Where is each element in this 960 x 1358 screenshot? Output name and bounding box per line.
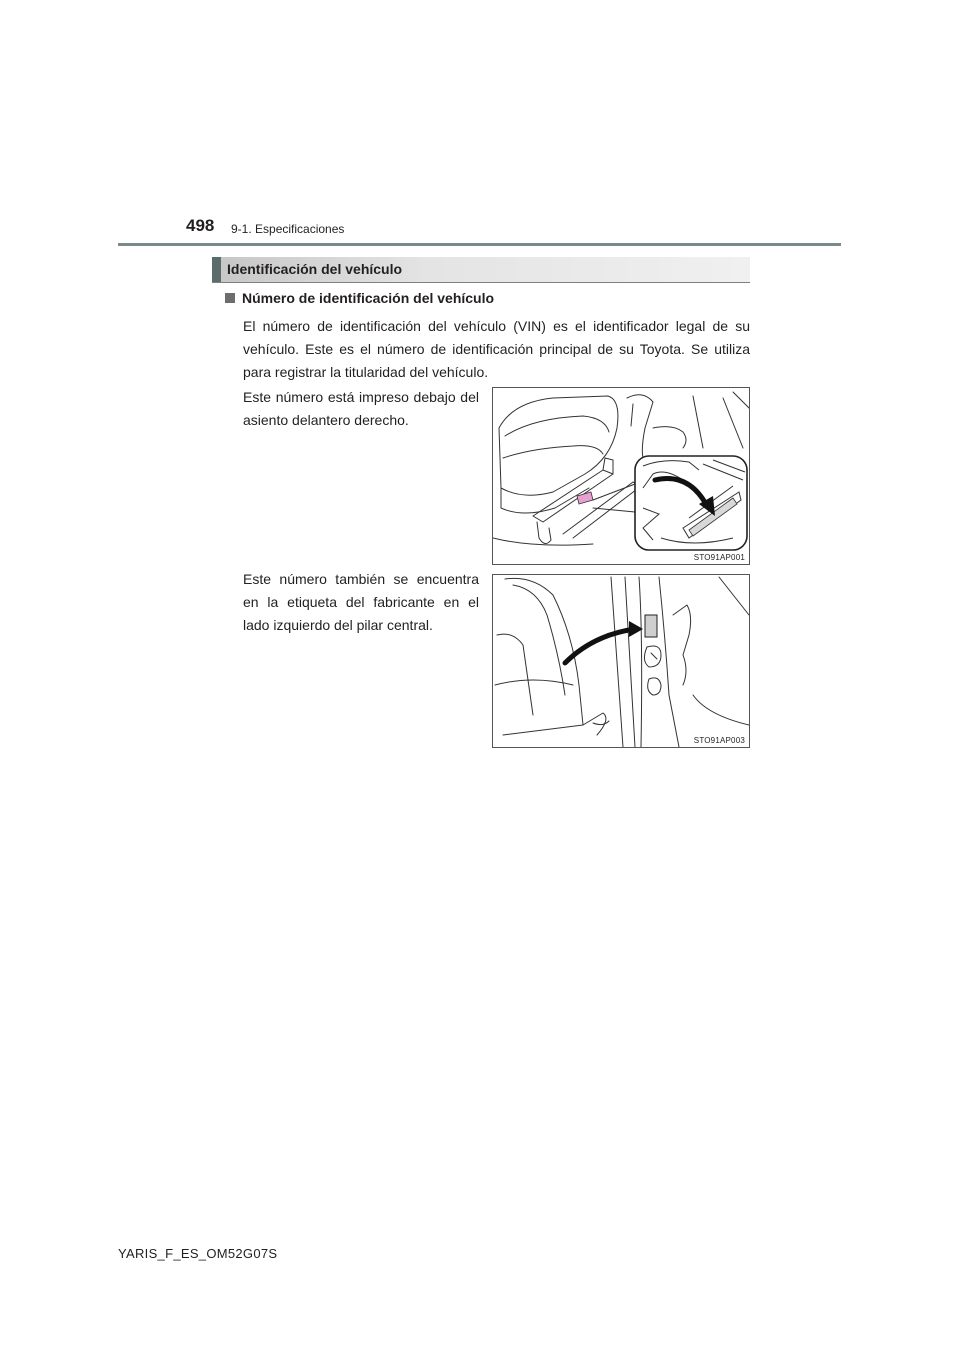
seat-vin-illustration xyxy=(492,387,750,565)
footer-doc-code: YARIS_F_ES_OM52G07S xyxy=(118,1246,278,1261)
page-number: 498 xyxy=(186,216,215,235)
paragraph-pillar: Este número también se encuentra en la etiqueta del fabricante en el lado izquierdo del pilar central. xyxy=(243,571,479,633)
pillar-illustration-icon xyxy=(493,575,749,747)
figure-pillar-code: STO91AP003 xyxy=(693,736,745,745)
header-rule xyxy=(118,243,841,246)
sub-heading-text: Número de identificación del vehículo xyxy=(242,290,495,306)
banner-accent-bar xyxy=(212,257,221,282)
pillar-vin-illustration xyxy=(492,574,750,748)
sub-heading xyxy=(225,290,494,306)
square-bullet-icon xyxy=(225,293,235,303)
section-banner xyxy=(212,257,750,283)
figure-seat-code: STO91AP001 xyxy=(693,553,745,562)
paragraph-main: El número de identificación del vehículo (VIN) es el identificador legal de su vehículo. Este es el número de identificación principal de su Toyota. Se utiliza para registrar la titularidad del vehículo. xyxy=(243,318,750,380)
paragraph-seat: Este número está impreso debajo del asiento delantero derecho. xyxy=(243,389,479,428)
section-title: 9-1. Especificaciones xyxy=(231,222,345,236)
seat-illustration-icon xyxy=(493,388,749,564)
banner-title: Identificación del vehículo xyxy=(227,261,403,277)
